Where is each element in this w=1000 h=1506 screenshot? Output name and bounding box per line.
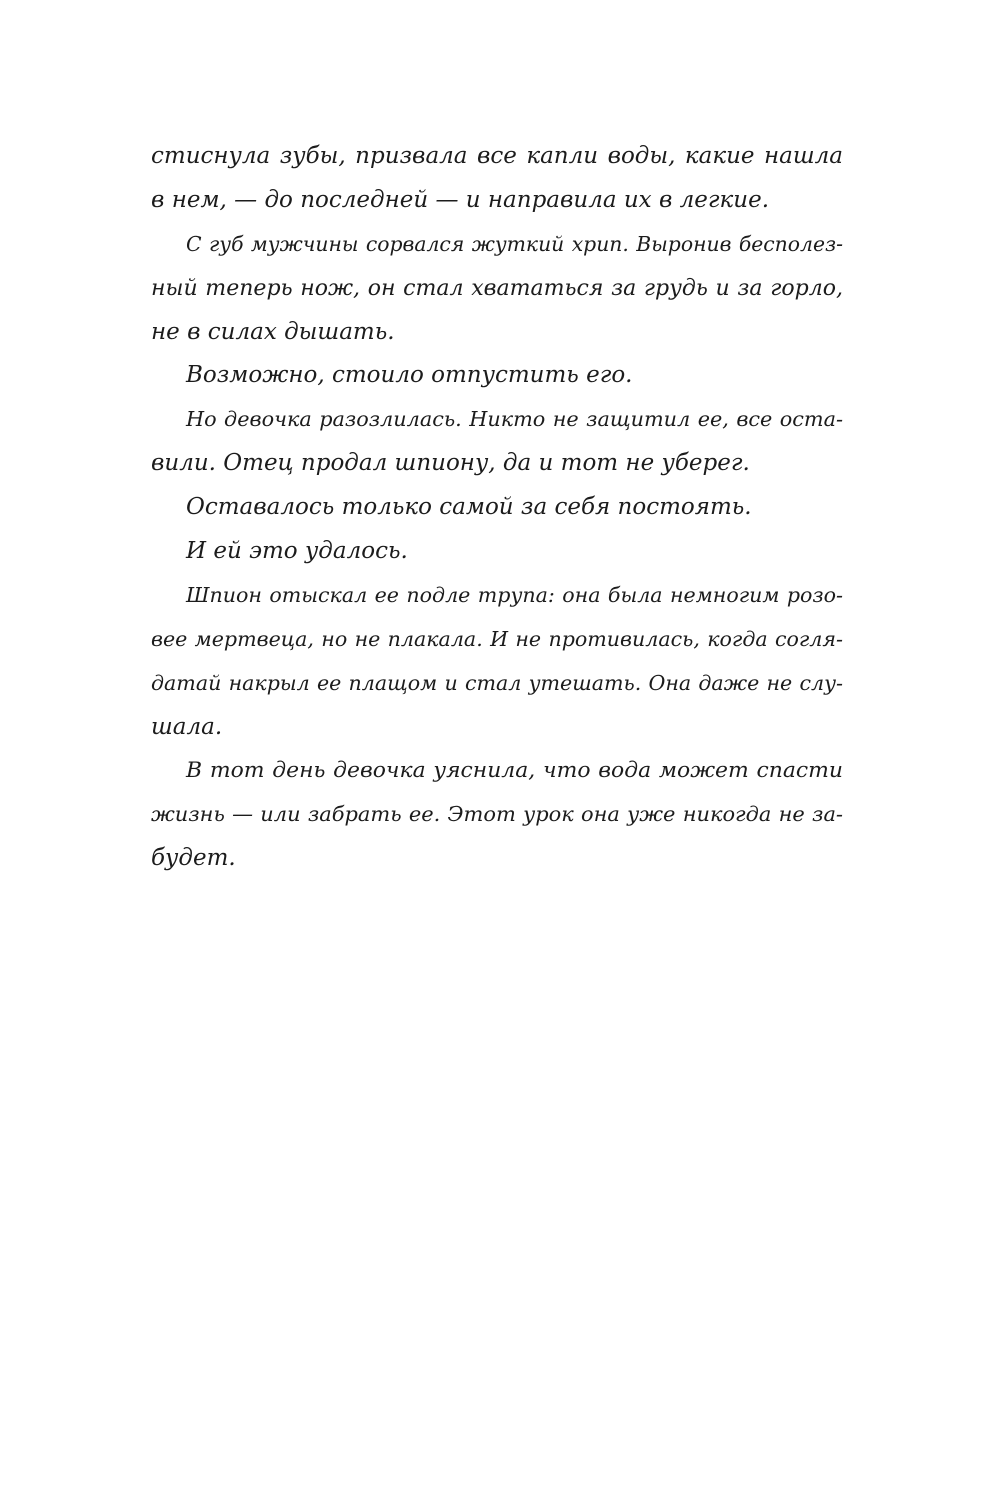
text-line: В тот день девочка уяснила, что вода может спасти [186,758,843,784]
text-line: ный теперь нож, он стал хвататься за грудь и за горло, [151,275,843,301]
text-line: Шпион отыскал ее подле трупа: она была немногим розо- [186,582,843,607]
text-line: шала. [151,713,223,740]
text-line: И ей это удалось. [186,538,408,565]
body-text [151,135,843,881]
text-line: жизнь — или забрать ее. Этот урок она уже никогда не за- [151,802,843,827]
text-line: вили. Отец продал шпиону, да и тот не уберег. [151,450,750,477]
text-line: Но девочка разозлилась. Никто не защитил ее, все оста- [186,407,843,432]
text-line: С губ мужчины сорвался жуткий хрип. Выронив бесполез- [186,231,843,256]
text-line: Возможно, стоило отпустить его. [186,362,633,389]
text-line: Оставалось только самой за себя постоять. [186,494,752,521]
text-line: стиснула зубы, призвала все капли воды, какие нашла [151,143,843,169]
text-line: в нем, — до последней — и направила их в легкие. [151,186,770,213]
text-line: датай накрыл ее плащом и стал утешать. Она даже не слу- [151,670,843,695]
text-line: вее мертвеца, но не плакала. И не противилась, когда согля- [151,626,843,651]
text-line: не в силах дышать. [151,318,395,345]
text-line: будет. [151,845,236,872]
